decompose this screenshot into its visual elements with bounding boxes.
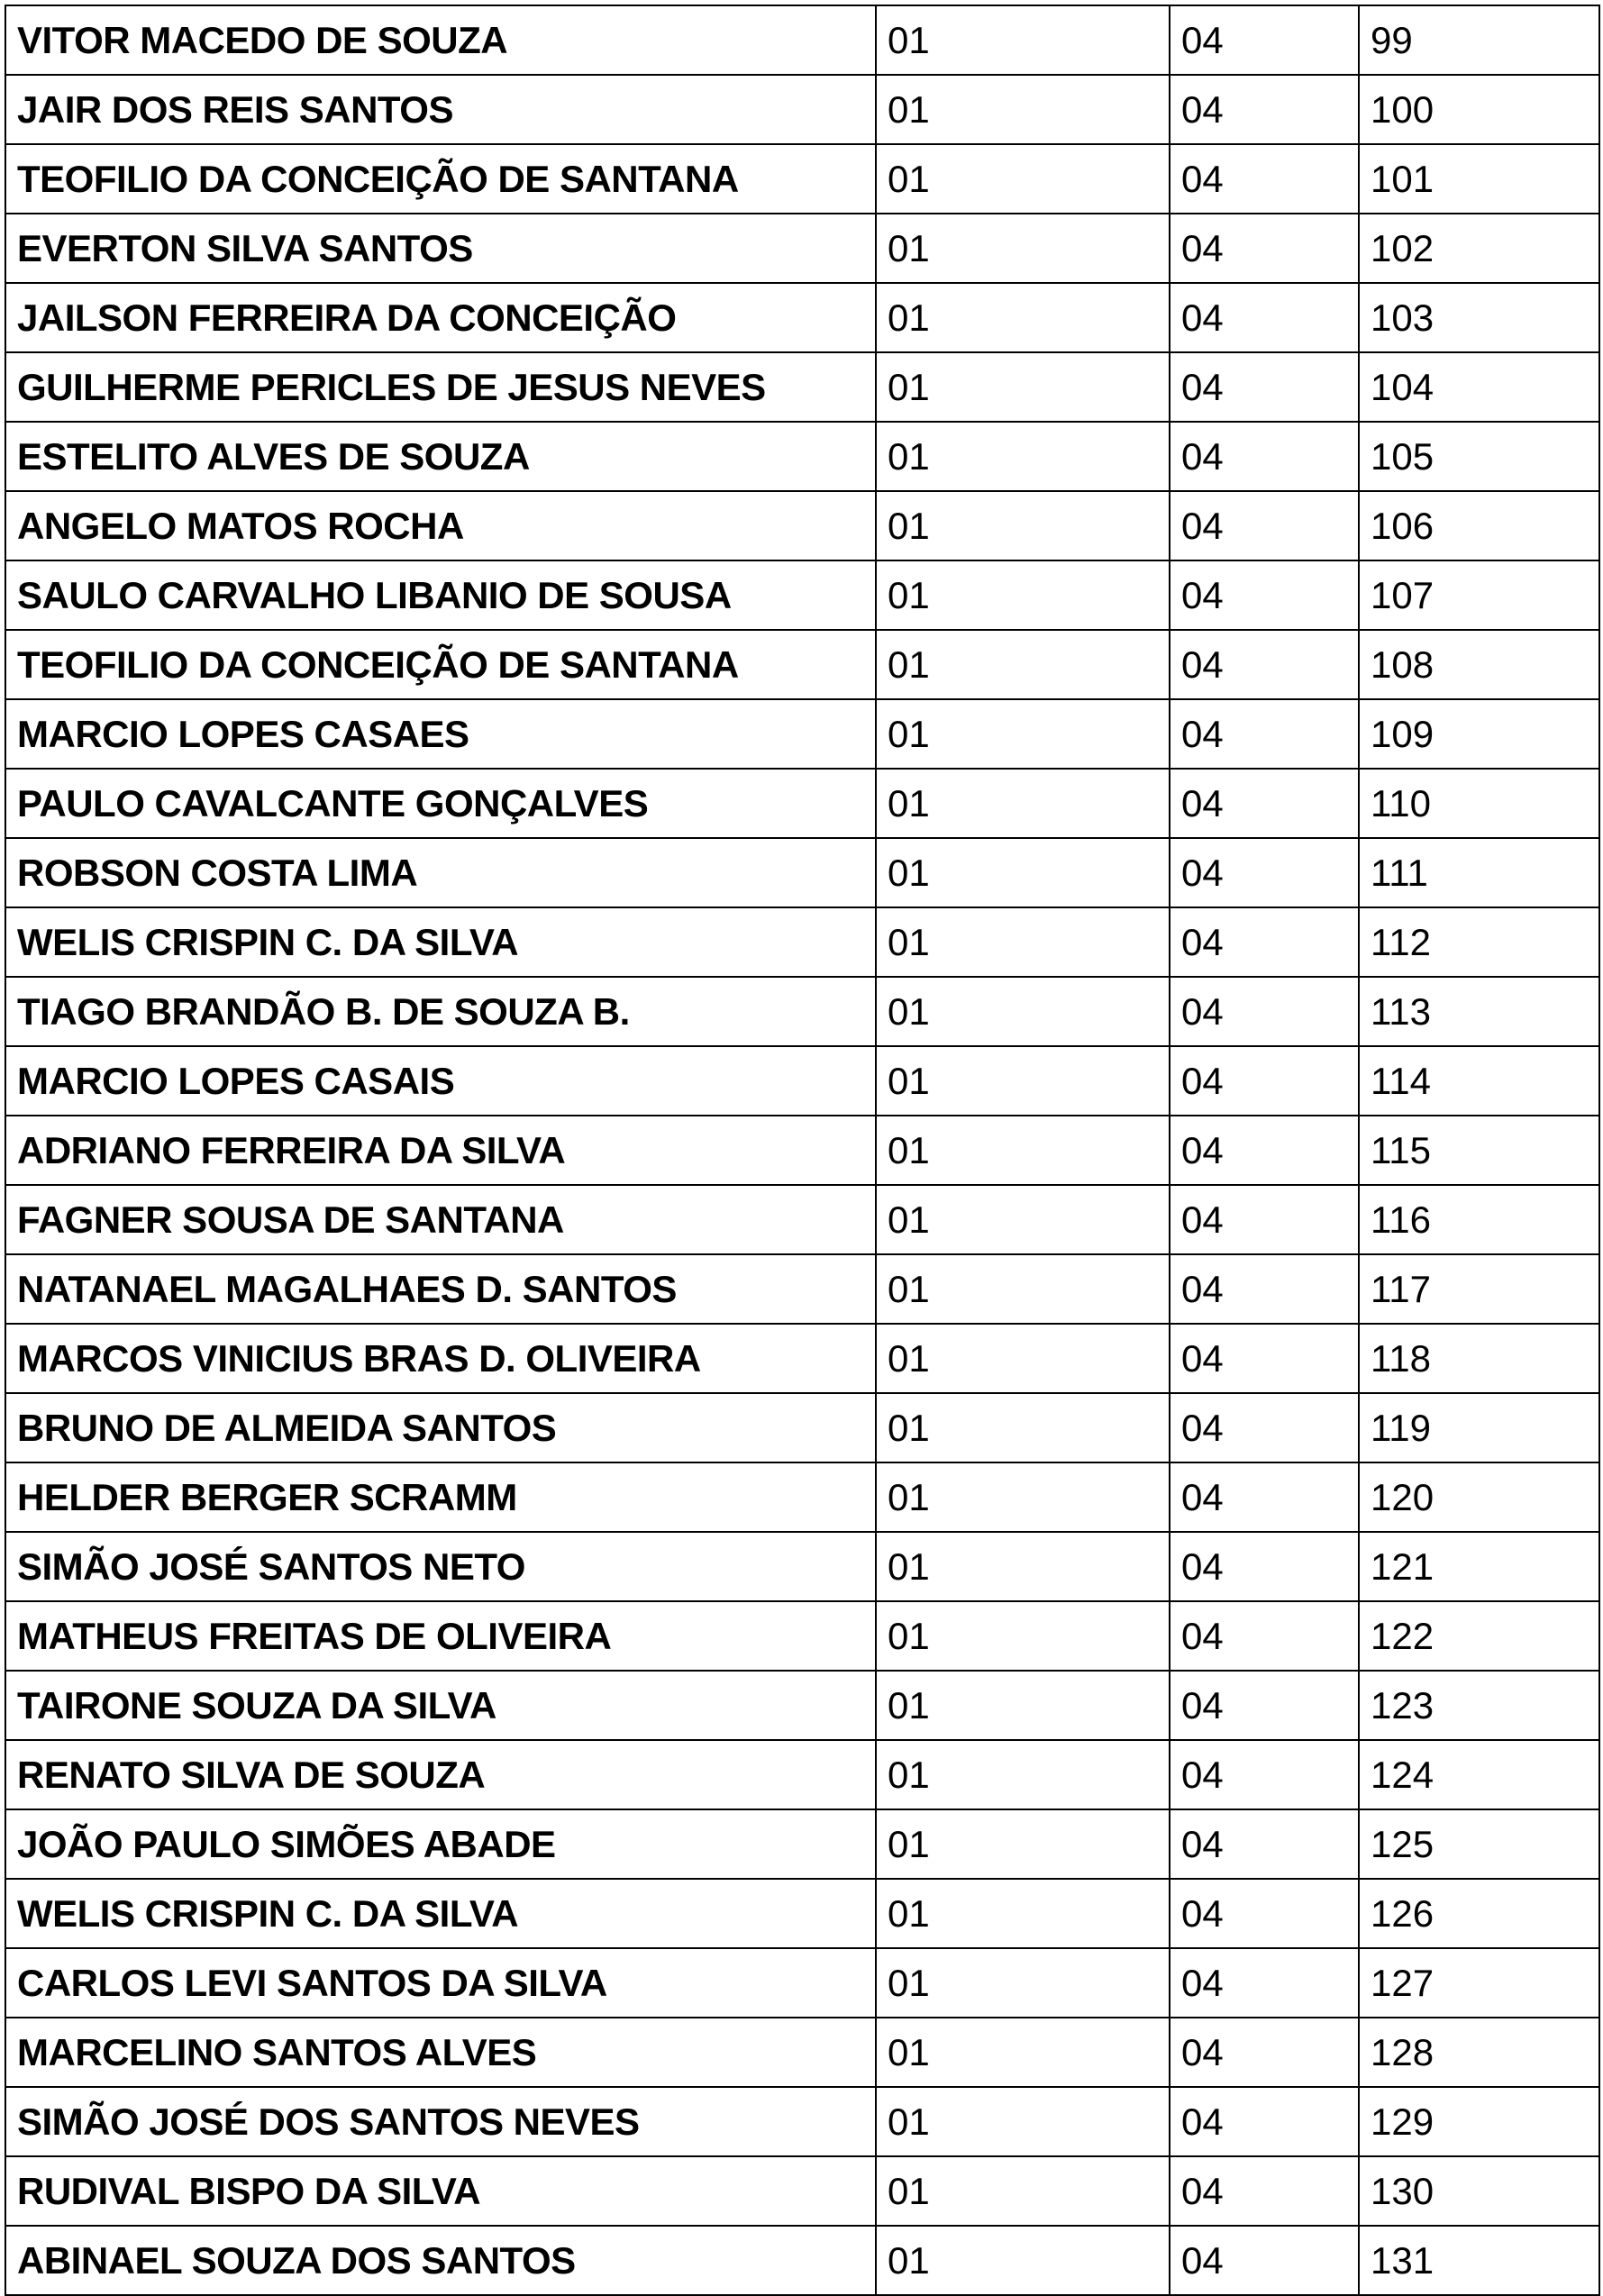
value-cell-col2: 01 [876,352,1170,422]
value-cell-col3: 04 [1170,1879,1359,1948]
table-row [5,907,1599,977]
value-cell-col4: 100 [1359,75,1599,144]
table-row [5,144,1599,214]
table-row [5,1601,1599,1671]
value-cell-col2: 01 [876,2087,1170,2156]
table-row [5,1879,1599,1948]
value-cell-col4: 124 [1359,1740,1599,1809]
name-cell: RENATO SILVA DE SOUZA [5,1740,876,1809]
table-row [5,1809,1599,1879]
name-cell: ANGELO MATOS ROCHA [5,491,876,560]
value-cell-col2: 01 [876,1393,1170,1462]
table-row [5,422,1599,491]
value-cell-col3: 04 [1170,283,1359,352]
value-cell-col3: 04 [1170,422,1359,491]
value-cell-col3: 04 [1170,1740,1359,1809]
value-cell-col3: 04 [1170,1046,1359,1116]
value-cell-col3: 04 [1170,352,1359,422]
value-cell-col3: 04 [1170,1254,1359,1324]
name-cell: MARCOS VINICIUS BRAS D. OLIVEIRA [5,1324,876,1393]
value-cell-col3: 04 [1170,560,1359,630]
name-cell: TEOFILIO DA CONCEIÇÃO DE SANTANA [5,630,876,699]
name-cell: WELIS CRISPIN C. DA SILVA [5,1879,876,1948]
table-row [5,1185,1599,1254]
name-cell: NATANAEL MAGALHAES D. SANTOS [5,1254,876,1324]
table-row [5,2018,1599,2087]
value-cell-col2: 01 [876,1948,1170,2018]
value-cell-col2: 01 [876,1116,1170,1185]
value-cell-col2: 01 [876,1324,1170,1393]
table-row [5,977,1599,1046]
roster-table-body [5,5,1599,2295]
name-cell: ESTELITO ALVES DE SOUZA [5,422,876,491]
value-cell-col2: 01 [876,422,1170,491]
value-cell-col2: 01 [876,2156,1170,2226]
table-row [5,2226,1599,2295]
value-cell-col2: 01 [876,977,1170,1046]
value-cell-col3: 04 [1170,144,1359,214]
table-row [5,2156,1599,2226]
name-cell: ABINAEL SOUZA DOS SANTOS [5,2226,876,2295]
value-cell-col3: 04 [1170,977,1359,1046]
value-cell-col2: 01 [876,907,1170,977]
name-cell: EVERTON SILVA SANTOS [5,214,876,283]
name-cell: RUDIVAL BISPO DA SILVA [5,2156,876,2226]
value-cell-col3: 04 [1170,1185,1359,1254]
value-cell-col2: 01 [876,1462,1170,1532]
name-cell: SIMÃO JOSÉ DOS SANTOS NEVES [5,2087,876,2156]
value-cell-col2: 01 [876,1185,1170,1254]
table-row [5,5,1599,75]
name-cell: MARCIO LOPES CASAIS [5,1046,876,1116]
value-cell-col4: 109 [1359,699,1599,769]
value-cell-col4: 111 [1359,838,1599,907]
value-cell-col4: 110 [1359,769,1599,838]
name-cell: CARLOS LEVI SANTOS DA SILVA [5,1948,876,2018]
value-cell-col4: 120 [1359,1462,1599,1532]
table-row [5,1324,1599,1393]
table-row [5,352,1599,422]
value-cell-col3: 04 [1170,838,1359,907]
name-cell: ROBSON COSTA LIMA [5,838,876,907]
value-cell-col3: 04 [1170,214,1359,283]
table-row [5,1532,1599,1601]
value-cell-col2: 01 [876,1740,1170,1809]
value-cell-col2: 01 [876,214,1170,283]
value-cell-col4: 122 [1359,1601,1599,1671]
value-cell-col4: 126 [1359,1879,1599,1948]
value-cell-col2: 01 [876,283,1170,352]
value-cell-col4: 128 [1359,2018,1599,2087]
value-cell-col3: 04 [1170,1601,1359,1671]
name-cell: MATHEUS FREITAS DE OLIVEIRA [5,1601,876,1671]
value-cell-col4: 108 [1359,630,1599,699]
table-row [5,1740,1599,1809]
value-cell-col4: 129 [1359,2087,1599,2156]
value-cell-col4: 118 [1359,1324,1599,1393]
value-cell-col3: 04 [1170,1671,1359,1740]
table-row [5,214,1599,283]
value-cell-col2: 01 [876,75,1170,144]
value-cell-col2: 01 [876,699,1170,769]
name-cell: FAGNER SOUSA DE SANTANA [5,1185,876,1254]
value-cell-col3: 04 [1170,1324,1359,1393]
name-cell: HELDER BERGER SCRAMM [5,1462,876,1532]
name-cell: TIAGO BRANDÃO B. DE SOUZA B. [5,977,876,1046]
value-cell-col3: 04 [1170,1948,1359,2018]
name-cell: VITOR MACEDO DE SOUZA [5,5,876,75]
table-row [5,1254,1599,1324]
value-cell-col4: 125 [1359,1809,1599,1879]
value-cell-col4: 101 [1359,144,1599,214]
value-cell-col4: 130 [1359,2156,1599,2226]
value-cell-col2: 01 [876,1046,1170,1116]
name-cell: TAIRONE SOUZA DA SILVA [5,1671,876,1740]
value-cell-col4: 114 [1359,1046,1599,1116]
table-row [5,769,1599,838]
value-cell-col2: 01 [876,560,1170,630]
value-cell-col4: 113 [1359,977,1599,1046]
roster-table [5,5,1600,2296]
name-cell: SIMÃO JOSÉ SANTOS NETO [5,1532,876,1601]
value-cell-col3: 04 [1170,1532,1359,1601]
value-cell-col3: 04 [1170,2018,1359,2087]
value-cell-col2: 01 [876,144,1170,214]
table-row [5,283,1599,352]
value-cell-col4: 99 [1359,5,1599,75]
value-cell-col3: 04 [1170,2156,1359,2226]
value-cell-col2: 01 [876,5,1170,75]
value-cell-col4: 104 [1359,352,1599,422]
value-cell-col2: 01 [876,630,1170,699]
name-cell: TEOFILIO DA CONCEIÇÃO DE SANTANA [5,144,876,214]
value-cell-col4: 115 [1359,1116,1599,1185]
value-cell-col3: 04 [1170,75,1359,144]
value-cell-col3: 04 [1170,5,1359,75]
value-cell-col2: 01 [876,491,1170,560]
table-row [5,75,1599,144]
value-cell-col3: 04 [1170,769,1359,838]
value-cell-col2: 01 [876,1671,1170,1740]
name-cell: SAULO CARVALHO LIBANIO DE SOUSA [5,560,876,630]
value-cell-col2: 01 [876,769,1170,838]
value-cell-col3: 04 [1170,699,1359,769]
table-row [5,630,1599,699]
value-cell-col4: 131 [1359,2226,1599,2295]
table-row [5,838,1599,907]
value-cell-col4: 119 [1359,1393,1599,1462]
value-cell-col2: 01 [876,2018,1170,2087]
table-row [5,1393,1599,1462]
value-cell-col2: 01 [876,1809,1170,1879]
value-cell-col3: 04 [1170,1462,1359,1532]
value-cell-col2: 01 [876,1601,1170,1671]
value-cell-col3: 04 [1170,2226,1359,2295]
value-cell-col3: 04 [1170,2087,1359,2156]
value-cell-col3: 04 [1170,491,1359,560]
value-cell-col3: 04 [1170,1393,1359,1462]
value-cell-col2: 01 [876,1254,1170,1324]
table-row [5,1948,1599,2018]
value-cell-col4: 127 [1359,1948,1599,2018]
name-cell: MARCELINO SANTOS ALVES [5,2018,876,2087]
value-cell-col4: 123 [1359,1671,1599,1740]
name-cell: PAULO CAVALCANTE GONÇALVES [5,769,876,838]
name-cell: BRUNO DE ALMEIDA SANTOS [5,1393,876,1462]
name-cell: MARCIO LOPES CASAES [5,699,876,769]
value-cell-col3: 04 [1170,1116,1359,1185]
table-row [5,560,1599,630]
value-cell-col4: 103 [1359,283,1599,352]
value-cell-col2: 01 [876,838,1170,907]
table-row [5,699,1599,769]
value-cell-col2: 01 [876,1532,1170,1601]
name-cell: JAIR DOS REIS SANTOS [5,75,876,144]
value-cell-col4: 107 [1359,560,1599,630]
name-cell: WELIS CRISPIN C. DA SILVA [5,907,876,977]
value-cell-col3: 04 [1170,1809,1359,1879]
value-cell-col2: 01 [876,2226,1170,2295]
value-cell-col2: 01 [876,1879,1170,1948]
value-cell-col4: 121 [1359,1532,1599,1601]
value-cell-col4: 112 [1359,907,1599,977]
name-cell: ADRIANO FERREIRA DA SILVA [5,1116,876,1185]
table-row [5,1046,1599,1116]
table-row [5,1462,1599,1532]
table-row [5,1116,1599,1185]
name-cell: GUILHERME PERICLES DE JESUS NEVES [5,352,876,422]
table-row [5,2087,1599,2156]
name-cell: JOÃO PAULO SIMÕES ABADE [5,1809,876,1879]
value-cell-col4: 106 [1359,491,1599,560]
table-row [5,1671,1599,1740]
value-cell-col4: 102 [1359,214,1599,283]
value-cell-col3: 04 [1170,630,1359,699]
value-cell-col3: 04 [1170,907,1359,977]
value-cell-col4: 117 [1359,1254,1599,1324]
value-cell-col4: 116 [1359,1185,1599,1254]
value-cell-col4: 105 [1359,422,1599,491]
table-row [5,491,1599,560]
name-cell: JAILSON FERREIRA DA CONCEIÇÃO [5,283,876,352]
